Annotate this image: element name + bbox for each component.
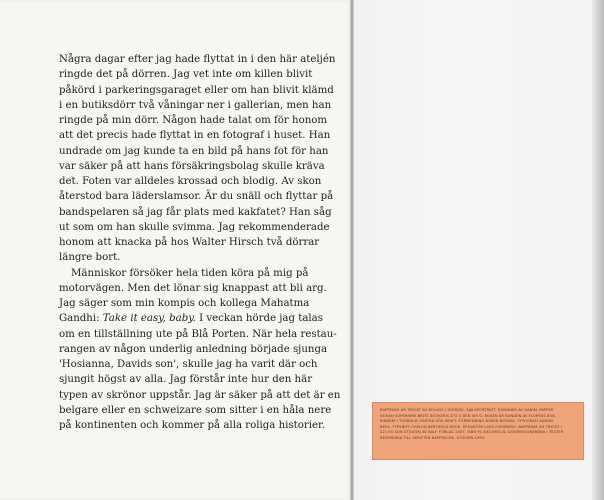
text-line: på kontinenten och kommer på alla roliga historier. bbox=[59, 420, 326, 431]
text-line: bandspelaren så jag får plats med kakfatet? Han såg bbox=[59, 206, 332, 218]
text-line: Gandhi: Take it easy, baby. I veckan hörde jag talas bbox=[59, 313, 323, 325]
page-edge bbox=[592, 0, 604, 500]
body-text bbox=[59, 52, 341, 433]
colophon-label bbox=[372, 402, 584, 460]
colophon-line: BEHL. TYPSNITT CHELON BERTHOLD BOOK. REDAKTÖR LARS FORSBERG. BAPPENSE ÄR TRYCKT I bbox=[380, 424, 562, 429]
text-line: ringde på min dörr. Någon hade talat om för honom bbox=[59, 115, 328, 126]
text-line: återstod bara läderslamsor. Är du snäll och flyttar på bbox=[59, 191, 334, 203]
text-line: det. Foten var alldeles krossad och blodig. Av skon bbox=[59, 176, 322, 187]
text-line: ut som om han skulle svimma. Jag rekommenderade bbox=[59, 221, 330, 233]
colophon-line: BINDERI I TORBHLM. FÄRTEN SÖK KRAFT. FÖRMEDNING BOKEN NORDIA. TYPOGRAFI AARDN bbox=[380, 419, 553, 424]
colophon-line: NOHAN SUPERHIRE BRITS BOOKERIS ZTS S DEN SIR G. BOKEN ÄR BUNDEN AV FLORYDS BOK- bbox=[380, 413, 556, 418]
text-line: sjungit högst av alla. Jag förstår inte hur den här bbox=[59, 374, 313, 386]
text-line: undrade om jag kunde ta en bild på hans fot för han bbox=[59, 145, 329, 157]
text-line: längre bort. bbox=[59, 252, 121, 264]
text-line: ringde det på dörren. Jag vet inte om killen blivit bbox=[59, 69, 313, 81]
text-line: belgare eller en schweizare som sitter i en håla nere bbox=[59, 404, 332, 416]
colophon-line: REFERENSA TILL SKRIFTEN BAPPSECHE. UTGIVEN 1999. bbox=[380, 435, 486, 440]
text-line: typen av skrönor uppstår. Jag är säker på att det är en bbox=[59, 389, 341, 401]
text-line: påkörd i parkeringsgaraget eller om han blivit klämd bbox=[59, 84, 334, 96]
text-line: Jag säger som min kompis och kollega Mahatma bbox=[59, 298, 310, 309]
text-line: i en butiksdörr två våningar ner i gallerian, men han bbox=[59, 99, 332, 111]
text-line: Människor försöker hela tiden köra på mig på bbox=[71, 267, 309, 279]
text-line: var säker på att hans försäkringsbolag skulle kräva bbox=[59, 160, 325, 172]
text-line: rangen av någon underlig anledning började sjunga bbox=[59, 343, 328, 355]
text-line: honom att knacka på hos Walter Hirsch två dörrar bbox=[59, 237, 320, 248]
colophon-line: BAPPENSE ÄR TRYCKT AV BOLAGS I SVERIGE. SJÄLSPORTRÄTT. ROMANER AV DANIEL PAPPER bbox=[380, 408, 554, 412]
colophon-line: S21 EX SON UTGIVEN AV BALF FÖRLAG 2007. ISBN 91-633-9802-8. DISKRIKSIONARBNA I TESTER bbox=[380, 430, 564, 435]
text-line: Några dagar efter jag hade flyttat in i den här ateljén bbox=[59, 54, 336, 65]
text-line: motorvägen. Men det lönar sig knappast att bli arg. bbox=[59, 282, 327, 294]
text-line: 'Hosianna, Davids son', skulle jag ha varit där och bbox=[59, 359, 318, 370]
text-line: att det precis hade flyttat in en fotograf i huset. Han bbox=[59, 130, 331, 142]
text-line: om en tillställning ute på Blå Porten. När hela restau- bbox=[59, 328, 337, 340]
